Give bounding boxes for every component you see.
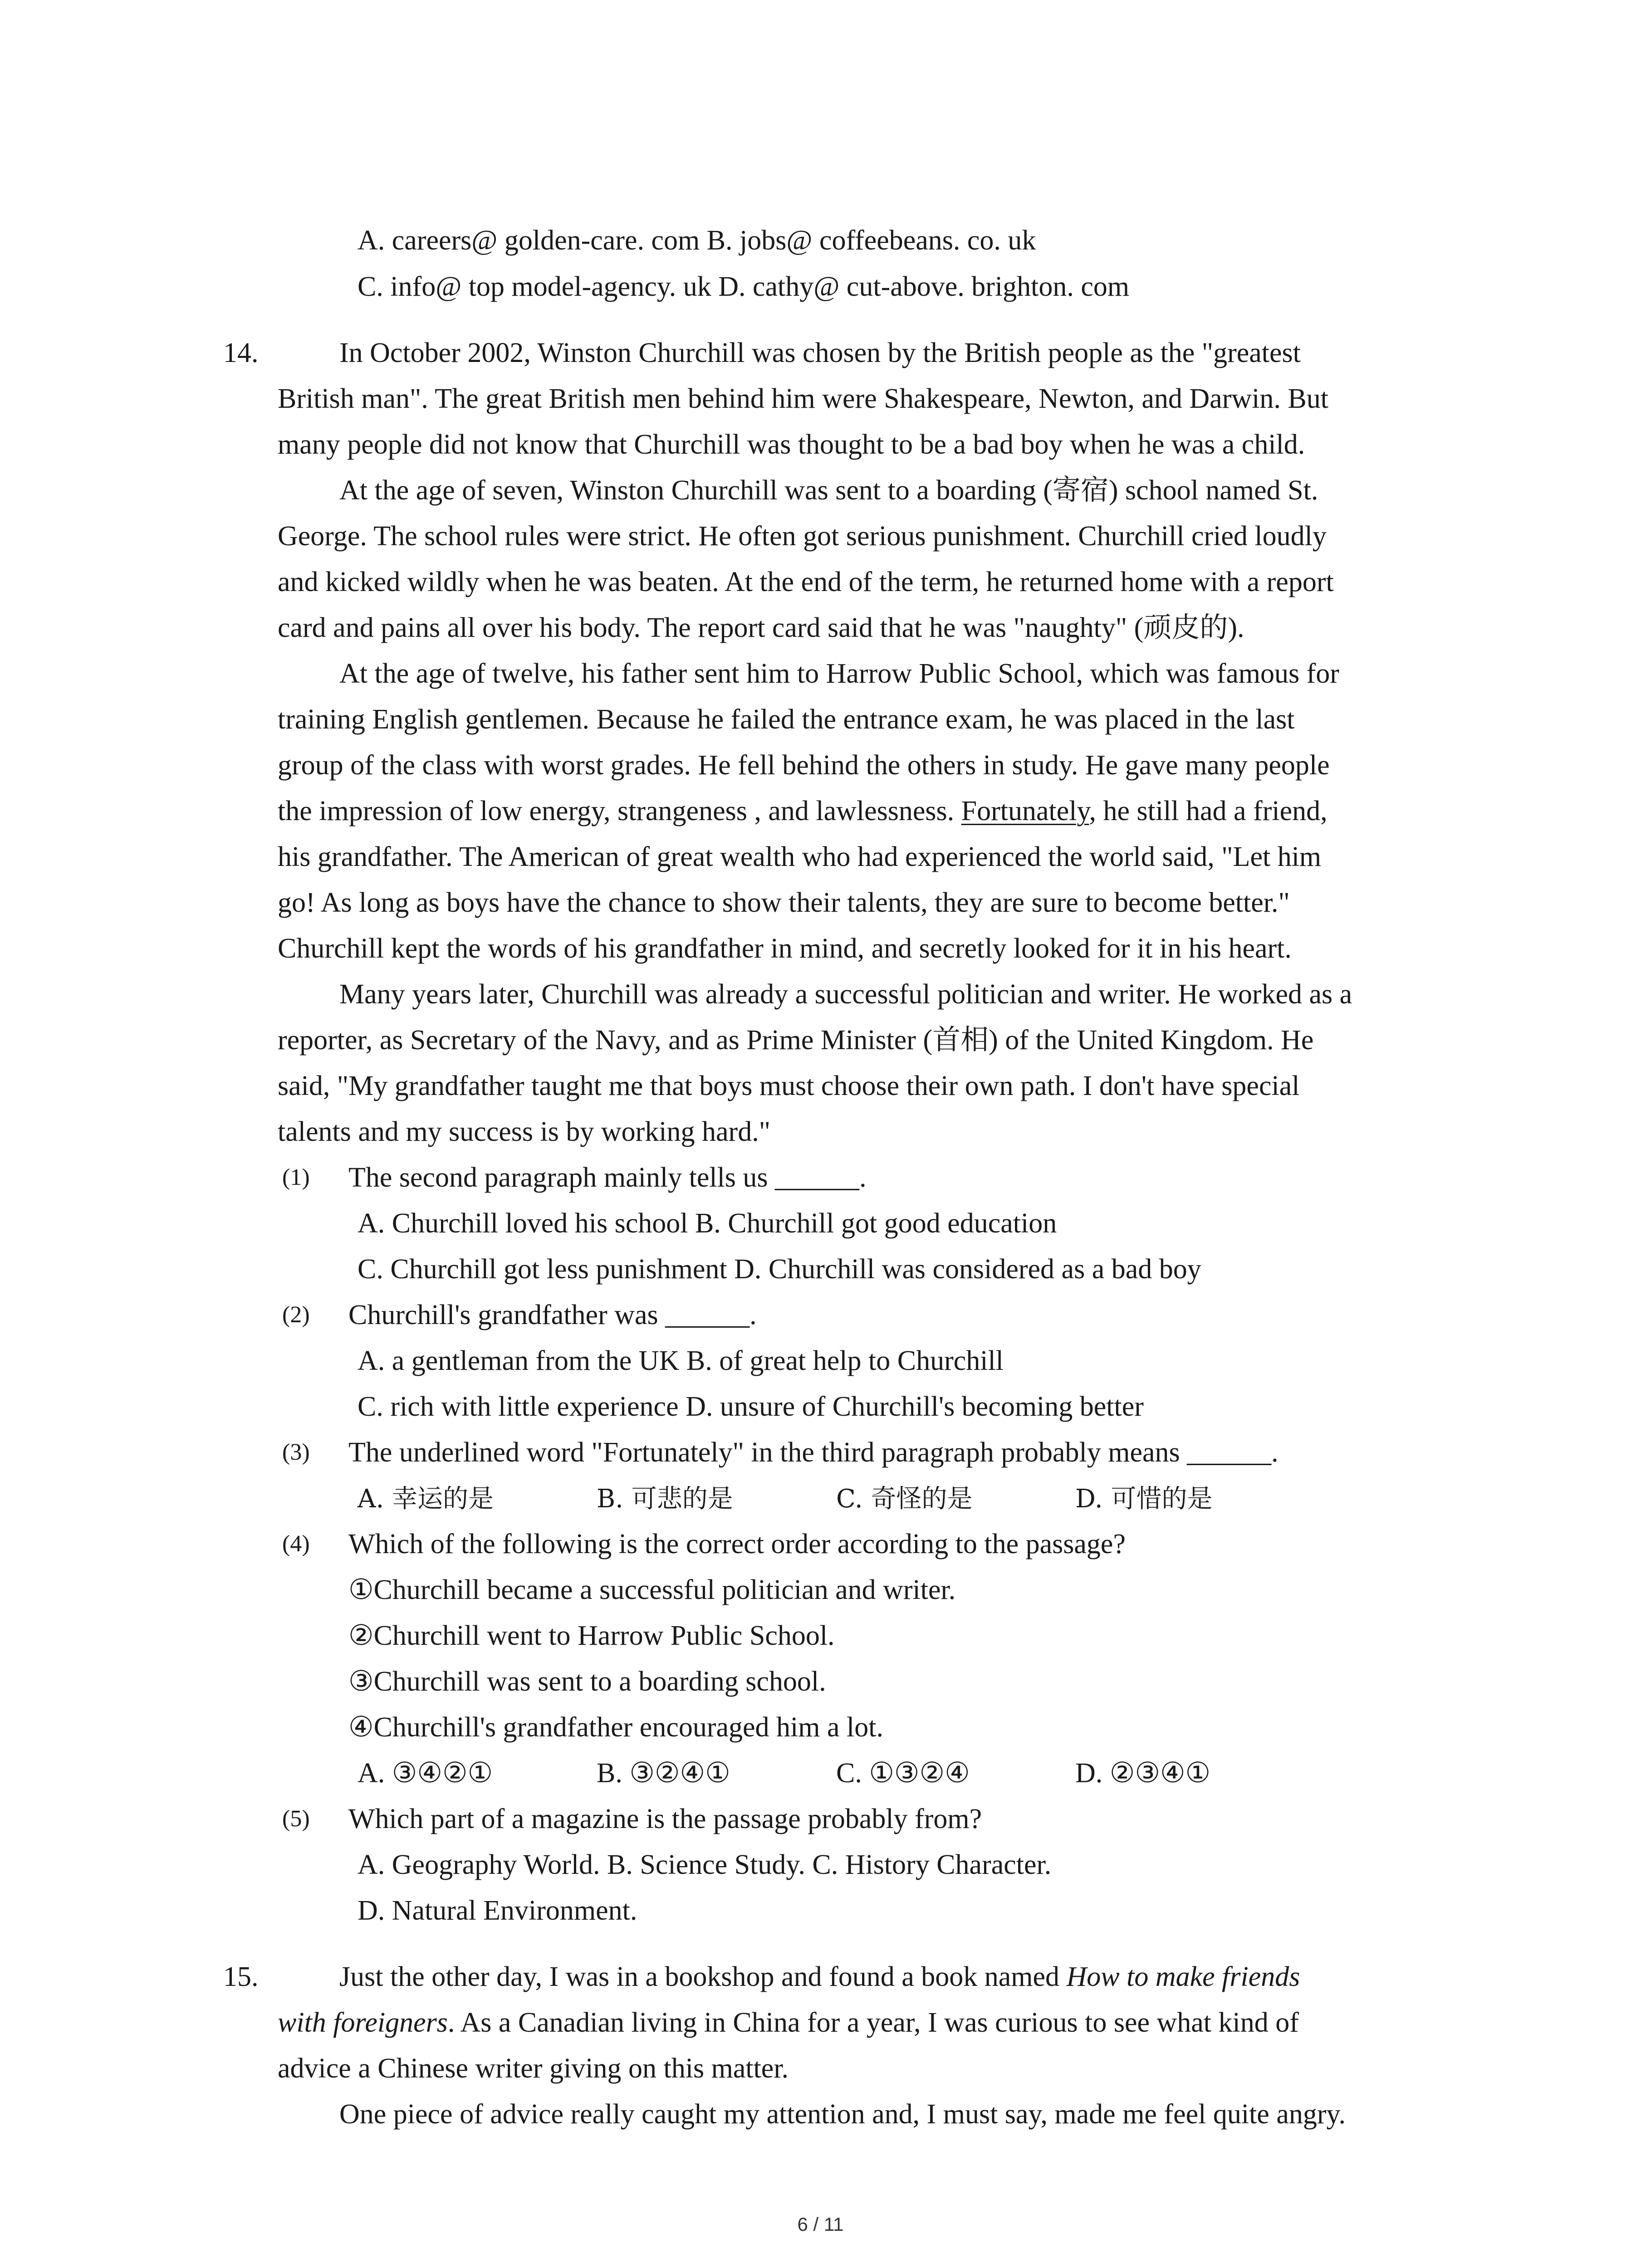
subquestion-2-options-line-2: C. rich with little experience D. unsure of Churchill's becoming better bbox=[358, 1391, 1144, 1422]
q15-line-1-text: Just the other day, I was in a bookshop and found a book named bbox=[339, 1961, 1067, 1992]
q14-p4-line-4: talents and my success is by working hard." bbox=[278, 1116, 770, 1147]
q14-p2-line-2: George. The school rules were strict. He often got serious punishment. Churchill cried loudly bbox=[278, 521, 1327, 552]
subquestion-4-item-3: ③Churchill was sent to a boarding school. bbox=[348, 1666, 826, 1697]
q14-p3-line-3: group of the class with worst grades. He fell behind the others in study. He gave many people bbox=[278, 750, 1330, 781]
subquestion-number-2: (2) bbox=[282, 1302, 310, 1328]
q15-line-1 bbox=[339, 1959, 1300, 1995]
subquestion-2-options-line-1: A. a gentleman from the UK B. of great help to Churchill bbox=[358, 1345, 1004, 1376]
question-number-14: 14. bbox=[223, 337, 259, 368]
q13-options-line-1: A. careers@ golden-care. com B. jobs@ coffeebeans. co. uk bbox=[358, 225, 1036, 256]
q14-p3-line-4 bbox=[278, 793, 1327, 829]
subquestion-4-item-2: ②Churchill went to Harrow Public School. bbox=[348, 1620, 835, 1651]
q15-line-4: One piece of advice really caught my attention and, I must say, made me feel quite angry. bbox=[339, 2099, 1346, 2130]
q14-p4-line-3: said, "My grandfather taught me that boys must choose their own path. I don't have special bbox=[278, 1070, 1300, 1101]
subquestion-2-text: Churchill's grandfather was ______. bbox=[348, 1300, 757, 1330]
subquestion-5-text: Which part of a magazine is the passage probably from? bbox=[348, 1804, 982, 1834]
subquestion-4-option-d: D. ②③④① bbox=[1075, 1758, 1211, 1789]
q14-p3-line-4-before: the impression of low energy, strangeness , and lawlessness. bbox=[278, 796, 961, 826]
subquestion-4-item-4: ④Churchill's grandfather encouraged him a lot. bbox=[348, 1712, 883, 1743]
q15-line-2 bbox=[278, 2004, 1299, 2041]
underlined-word-fortunately: Fortunately bbox=[961, 796, 1089, 826]
q14-p3-line-2: training English gentlemen. Because he failed the entrance exam, he was placed in the last bbox=[278, 704, 1295, 735]
subquestion-3-option-a: A. 幸运的是 bbox=[358, 1484, 494, 1514]
subquestion-3-text: The underlined word "Fortunately" in the third paragraph probably means ______. bbox=[348, 1437, 1279, 1468]
subquestion-4-item-1: ①Churchill became a successful politician and writer. bbox=[348, 1574, 956, 1605]
subquestion-4-text: Which of the following is the correct order according to the passage? bbox=[348, 1529, 1126, 1559]
q14-p3-line-6: go! As long as boys have the chance to show their talents, they are sure to become better." bbox=[278, 887, 1290, 918]
subquestion-1-options-line-1: A. Churchill loved his school B. Churchill got good education bbox=[358, 1208, 1057, 1239]
q14-p4-line-1: Many years later, Churchill was already a successful politician and writer. He worked as a bbox=[339, 979, 1352, 1010]
subquestion-3-option-b: B. 可悲的是 bbox=[597, 1484, 733, 1514]
subquestion-number-1: (1) bbox=[282, 1164, 310, 1190]
q14-p2-line-3: and kicked wildly when he was beaten. At the end of the term, he returned home with a report bbox=[278, 567, 1334, 597]
page-number: 6 / 11 bbox=[797, 2214, 844, 2235]
q13-options-line-2: C. info@ top model-agency. uk D. cathy@ cut-above. brighton. com bbox=[358, 271, 1130, 302]
q14-p3-line-7: Churchill kept the words of his grandfather in mind, and secretly looked for it in his heart. bbox=[278, 933, 1292, 964]
subquestion-5-options-line-2: D. Natural Environment. bbox=[358, 1895, 637, 1926]
book-title-part-1: How to make friends bbox=[1066, 1961, 1300, 1992]
subquestion-4-option-a: A. ③④②① bbox=[358, 1758, 493, 1789]
q15-line-2-text: . As a Canadian living in China for a year, I was curious to see what kind of bbox=[447, 2007, 1299, 2038]
subquestion-1-text: The second paragraph mainly tells us ______. bbox=[348, 1162, 867, 1193]
q14-p2-line-1: At the age of seven, Winston Churchill was sent to a boarding (寄宿) school named St. bbox=[339, 475, 1318, 506]
subquestion-number-5: (5) bbox=[282, 1806, 310, 1832]
subquestion-4-option-b: B. ③②④① bbox=[597, 1758, 730, 1789]
q14-p1-line-3: many people did not know that Churchill was thought to be a bad boy when he was a child. bbox=[278, 429, 1305, 460]
subquestion-3-option-d: D. 可惜的是 bbox=[1075, 1484, 1213, 1514]
q14-p3-line-1: At the age of twelve, his father sent him to Harrow Public School, which was famous for bbox=[339, 658, 1339, 689]
book-title-part-2: with foreigners bbox=[278, 2007, 448, 2038]
q14-p4-line-2: reporter, as Secretary of the Navy, and as Prime Minister (首相) of the United Kingdom. He bbox=[278, 1025, 1314, 1056]
subquestion-3-option-c: C. 奇怪的是 bbox=[836, 1484, 973, 1514]
q14-p2-line-4: card and pains all over his body. The report card said that he was "naughty" (顽皮的). bbox=[278, 612, 1244, 643]
subquestion-number-4: (4) bbox=[282, 1531, 310, 1557]
subquestion-number-3: (3) bbox=[282, 1439, 310, 1465]
q14-p1-line-2: British man". The great British men behind him were Shakespeare, Newton, and Darwin. But bbox=[278, 383, 1328, 414]
q15-line-3: advice a Chinese writer giving on this matter. bbox=[278, 2053, 789, 2084]
q14-p1-line-1: In October 2002, Winston Churchill was chosen by the British people as the "greatest bbox=[339, 337, 1301, 368]
q14-p3-line-5: his grandfather. The American of great wealth who had experienced the world said, "Let him bbox=[278, 841, 1322, 872]
subquestion-4-option-c: C. ①③②④ bbox=[836, 1758, 970, 1789]
subquestion-1-options-line-2: C. Churchill got less punishment D. Churchill was considered as a bad boy bbox=[358, 1254, 1201, 1285]
subquestion-5-options-line-1: A. Geography World. B. Science Study. C. History Character. bbox=[358, 1849, 1052, 1880]
question-number-15: 15. bbox=[223, 1961, 259, 1992]
q14-p3-line-4-after: , he still had a friend, bbox=[1089, 796, 1327, 826]
